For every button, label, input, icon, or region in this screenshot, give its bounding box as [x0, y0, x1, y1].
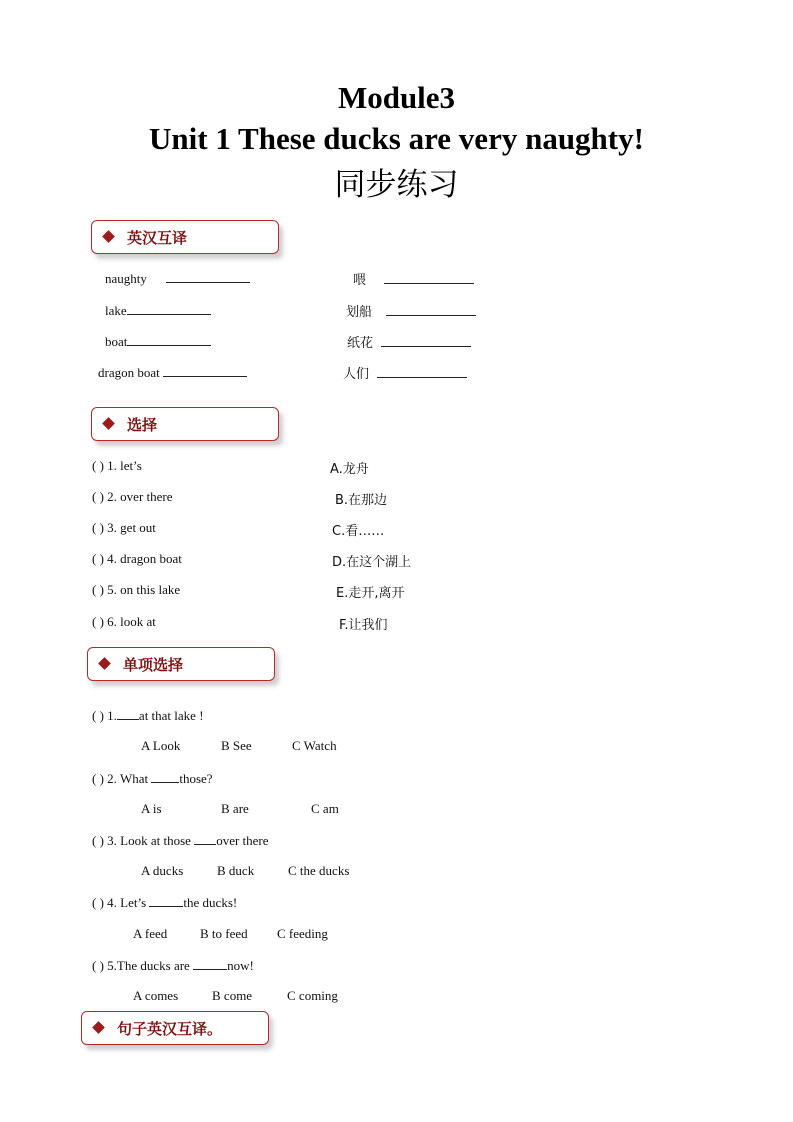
- option-b[interactable]: B to feed: [200, 926, 248, 941]
- translate-item-left: dragon boat: [98, 364, 247, 381]
- single-choice-question: ( ) 1. at that lake !: [92, 708, 204, 723]
- answer-paren[interactable]: ( ): [92, 551, 104, 566]
- option-c[interactable]: C Watch: [292, 738, 337, 753]
- single-choice-question: ( ) 4. Let’s the ducks!: [92, 895, 238, 910]
- option-b[interactable]: B come: [212, 988, 253, 1003]
- translate-item-right: 划船: [346, 301, 476, 320]
- option-a[interactable]: A is: [141, 801, 162, 816]
- match-question: ( ) 2. over there: [92, 489, 173, 504]
- single-choice-question: ( ) 2. What those?: [92, 771, 213, 786]
- translate-item-right: 人们: [343, 363, 467, 382]
- section-label: 英汉互译: [127, 229, 188, 247]
- translate-item-left: boat: [105, 333, 211, 350]
- answer-blank[interactable]: [193, 957, 227, 970]
- section-header-single-choice: [87, 647, 275, 681]
- option-a[interactable]: A Look: [141, 738, 181, 753]
- answer-blank[interactable]: [151, 770, 179, 783]
- translate-item-right: 喂: [353, 269, 474, 288]
- translate-item-left: lake: [105, 302, 211, 319]
- option-c[interactable]: C coming: [287, 988, 338, 1003]
- option-b[interactable]: B duck: [217, 863, 255, 878]
- match-question: ( ) 4. dragon boat: [92, 551, 182, 566]
- match-answer: D.在这个湖上: [332, 555, 412, 570]
- option-b[interactable]: B are: [221, 801, 249, 816]
- answer-blank[interactable]: [384, 271, 474, 284]
- diamond-bullet-icon: [102, 230, 115, 243]
- section-header-match: [91, 407, 279, 441]
- answer-blank[interactable]: [127, 302, 211, 315]
- option-a[interactable]: A comes: [133, 988, 179, 1003]
- single-choice-question: ( ) 5.The ducks are now!: [92, 958, 254, 973]
- section-label: 句子英汉互译。: [117, 1020, 223, 1038]
- match-answer: B.在那边: [335, 493, 388, 508]
- diamond-bullet-icon: [92, 1021, 105, 1034]
- match-question: ( ) 5. on this lake: [92, 582, 181, 597]
- answer-paren[interactable]: ( ): [92, 489, 104, 504]
- single-choice-question: ( ) 3. Look at those over there: [92, 833, 269, 848]
- section-header-translate: [91, 220, 279, 254]
- option-c[interactable]: C feeding: [277, 926, 328, 941]
- answer-blank[interactable]: [117, 707, 139, 720]
- section-label: 选择: [127, 416, 158, 434]
- answer-paren[interactable]: ( ): [92, 582, 104, 597]
- match-answer: E.走开,离开: [336, 586, 405, 601]
- title-practice: 同步练习: [334, 167, 459, 203]
- answer-blank[interactable]: [377, 365, 467, 378]
- answer-blank[interactable]: [149, 894, 183, 907]
- diamond-bullet-icon: [98, 657, 111, 670]
- match-question: ( ) 6. look at: [92, 614, 156, 629]
- answer-paren[interactable]: ( ): [92, 614, 104, 629]
- option-c[interactable]: C the ducks: [288, 863, 350, 878]
- option-a[interactable]: A ducks: [141, 863, 184, 878]
- match-answer: C.看……: [332, 524, 385, 539]
- match-answer: F.让我们: [339, 618, 388, 633]
- answer-blank[interactable]: [386, 303, 476, 316]
- answer-blank[interactable]: [194, 832, 216, 845]
- answer-paren[interactable]: ( ): [92, 708, 104, 723]
- answer-paren[interactable]: ( ): [92, 895, 104, 910]
- diamond-bullet-icon: [102, 417, 115, 430]
- answer-paren[interactable]: ( ): [92, 833, 104, 848]
- match-question: ( ) 3. get out: [92, 520, 156, 535]
- title-module: Module3: [337, 80, 456, 115]
- answer-paren[interactable]: ( ): [92, 458, 104, 473]
- translate-item-left: naughty: [105, 270, 250, 287]
- answer-blank[interactable]: [381, 334, 471, 347]
- option-c[interactable]: C am: [311, 801, 339, 816]
- option-b[interactable]: B See: [221, 738, 252, 753]
- answer-paren[interactable]: ( ): [92, 771, 104, 786]
- section-header-sentence-translate: [81, 1011, 269, 1045]
- section-label: 单项选择: [123, 656, 184, 674]
- title-unit: Unit 1 These ducks are very naughty!: [149, 121, 644, 156]
- answer-paren[interactable]: ( ): [92, 958, 104, 973]
- answer-blank[interactable]: [127, 333, 211, 346]
- answer-paren[interactable]: ( ): [92, 520, 104, 535]
- translate-item-right: 纸花: [347, 332, 471, 351]
- match-answer: A.龙舟: [330, 462, 369, 477]
- answer-blank[interactable]: [166, 270, 250, 283]
- answer-blank[interactable]: [163, 364, 247, 377]
- option-a[interactable]: A feed: [133, 926, 168, 941]
- match-question: ( ) 1. let’s: [92, 458, 142, 473]
